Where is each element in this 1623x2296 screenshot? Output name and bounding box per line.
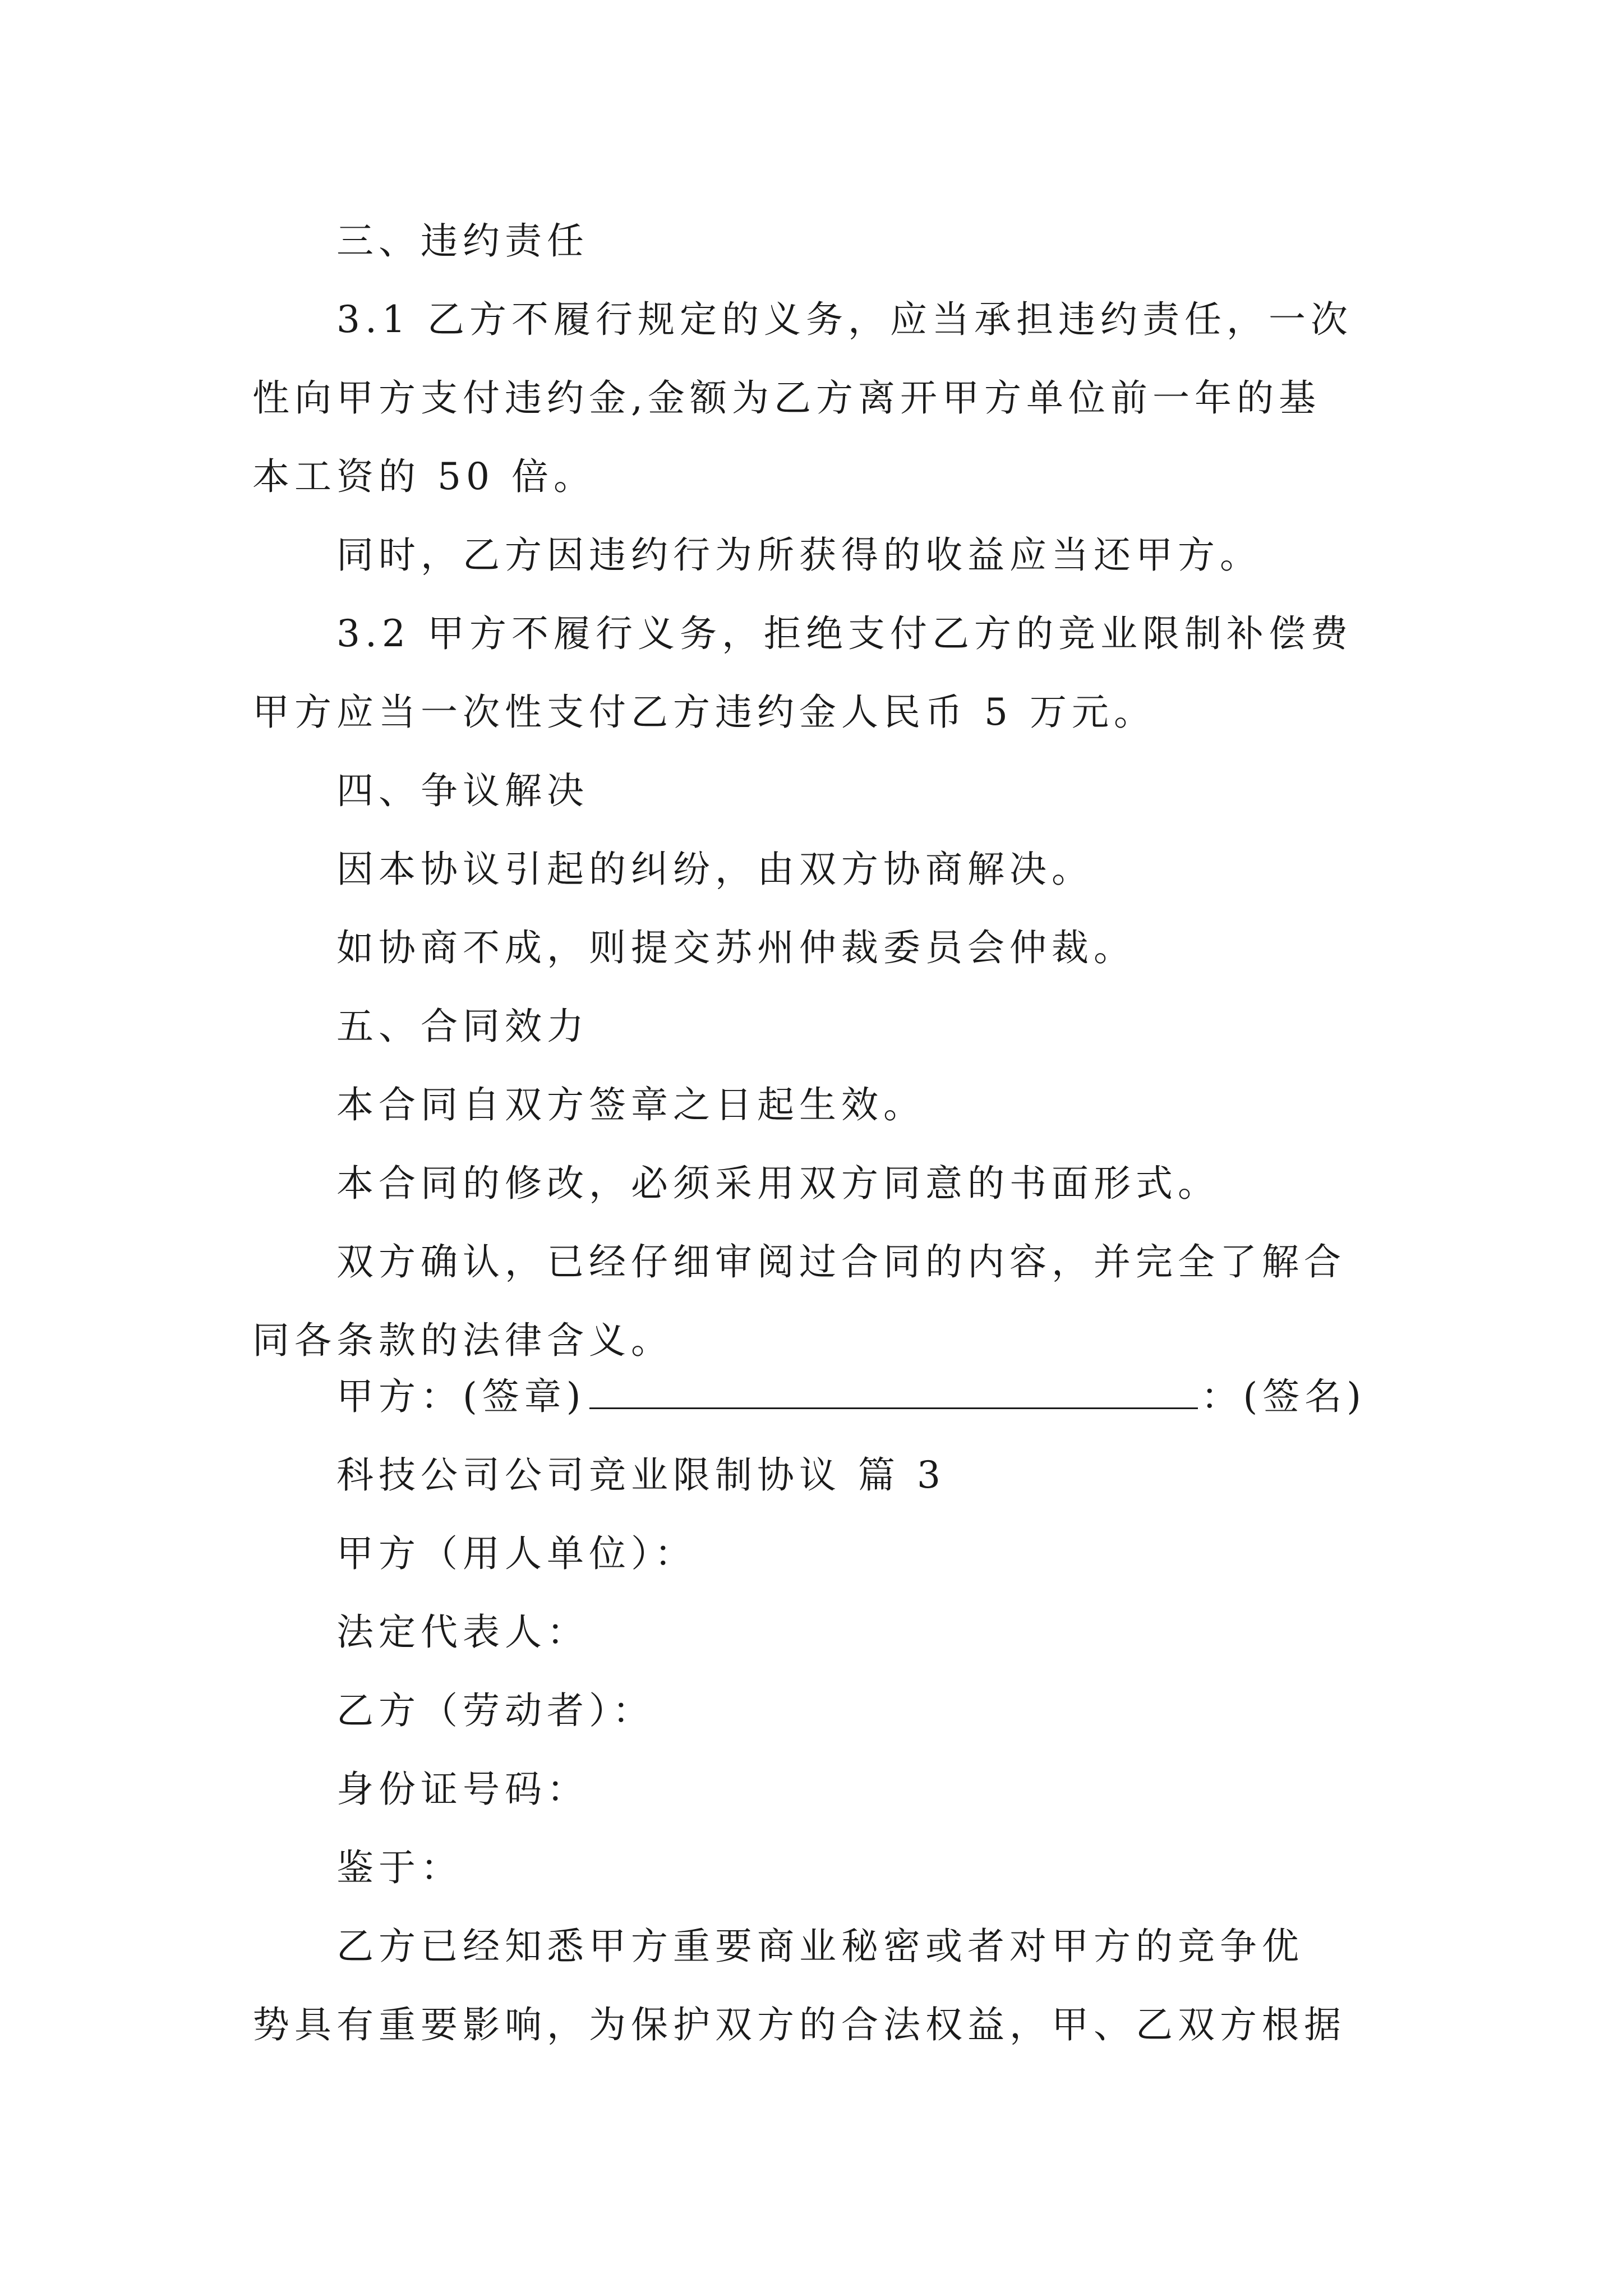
signature-blank xyxy=(589,1378,1198,1409)
agreement-title: 科技公司公司竞业限制协议 篇 3 xyxy=(336,1453,946,1497)
legal-representative-field: 法定代表人： xyxy=(336,1611,589,1654)
section-heading-validity: 五、合同效力 xyxy=(336,1005,589,1048)
confirmation-line-1: 双方确认，已经仔细审阅过合同的内容，并完全了解合 xyxy=(336,1240,1346,1283)
clause-3-1-line-1: 3.1 乙方不履行规定的义务，应当承担违约责任，一次 xyxy=(336,298,1353,341)
validity-paragraph-1: 本合同自双方签章之日起生效。 xyxy=(336,1083,925,1126)
id-number-field: 身份证号码： xyxy=(336,1768,589,1811)
section-heading-dispute: 四、争议解决 xyxy=(336,769,589,812)
clause-3-1-line-2: 性向甲方支付违约金,金额为乙方离开甲方单位前一年的基 xyxy=(252,376,1321,420)
dispute-paragraph-2: 如协商不成，则提交苏州仲裁委员会仲裁。 xyxy=(336,926,1136,969)
validity-paragraph-2: 本合同的修改，必须采用双方同意的书面形式。 xyxy=(336,1162,1220,1205)
clause-3-2-line-2: 甲方应当一次性支付乙方违约金人民币 5 万元。 xyxy=(252,691,1156,734)
signature-line xyxy=(336,1375,1366,1418)
confirmation-line-2: 同各条款的法律含义。 xyxy=(252,1319,673,1362)
section-heading-breach: 三、违约责任 xyxy=(336,219,589,263)
signature-sign-label: ：(签名) xyxy=(1201,1375,1366,1418)
party-b-field: 乙方（劳动者）： xyxy=(336,1689,654,1732)
dispute-paragraph-1: 因本协议引起的纠纷，由双方协商解决。 xyxy=(336,848,1094,891)
whereas-line-1: 乙方已经知悉甲方重要商业秘密或者对甲方的竞争优 xyxy=(336,1925,1304,1968)
clause-3-2-line-1: 3.2 甲方不履行义务，拒绝支付乙方的竞业限制补偿费 xyxy=(336,612,1353,655)
party-a-field: 甲方（用人单位）： xyxy=(336,1532,697,1575)
whereas-heading: 鉴于： xyxy=(336,1846,463,1889)
clause-3-1-addendum: 同时，乙方因违约行为所获得的收益应当还甲方。 xyxy=(336,533,1262,577)
whereas-line-2: 势具有重要影响，为保护双方的合法权益，甲、乙双方根据 xyxy=(252,2003,1346,2046)
signature-party-a-label: 甲方：(签章) xyxy=(336,1375,586,1418)
clause-3-1-line-3: 本工资的 50 倍。 xyxy=(252,455,596,498)
